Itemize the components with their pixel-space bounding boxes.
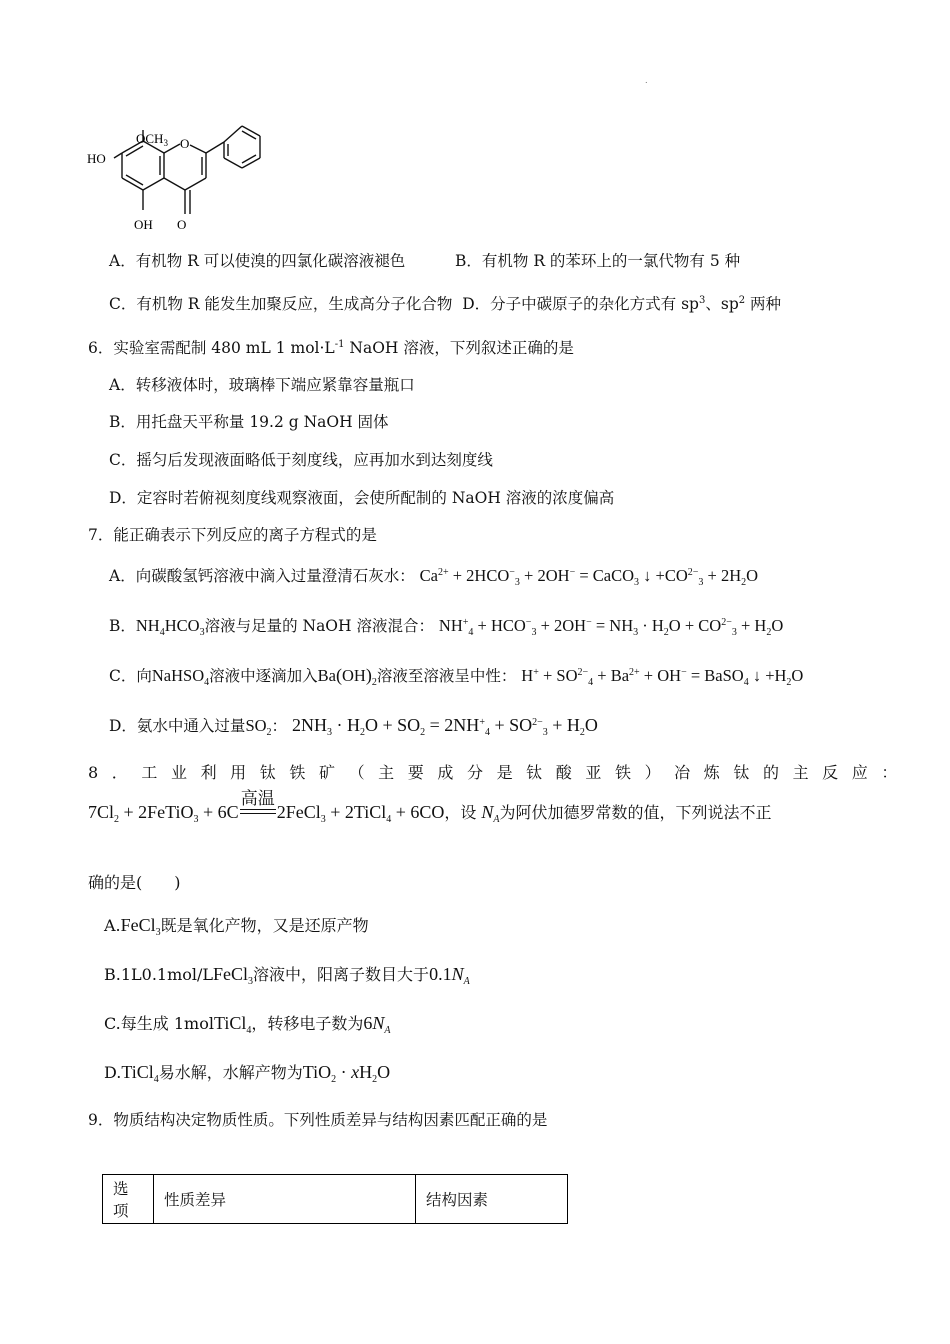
- q8-option-c: C.每生成 1molTiCl$_4$，转移电子数为$6N_A$: [104, 1013, 391, 1036]
- q9-table: [102, 1174, 568, 1224]
- q7-option-c: C．向NaHSO$_4$溶液中逐滴加入$Ba(OH)_2$溶液至溶液呈中性： $H^+ + SO^{2-}_4 + Ba^{2+} + OH^-$ = BaSO$_4$ ↓ $+H_2O$: [109, 665, 804, 688]
- q5-option-c: C．有机物 R 能发生加聚反应，生成高分子化合物 D．分子中碳原子的杂化方式有 $sp^3$、$sp^2$ 两种: [109, 295, 782, 313]
- q7-equation-b: $NH^+_4 + HCO^-_3 + 2OH^- = NH_3 \cdot H_2O + CO^{2-}_3 + H_2O$: [438, 616, 784, 638]
- q7-option-b: B．$NH_4HCO_3$溶液与足量的 NaOH 溶液混合： $NH^+_4 + HCO^-_3 + 2OH^- = NH_3 \cdot H_2O + CO^{2-}_3 + H_2O$: [109, 616, 784, 638]
- q7-equation-d: $2NH_3 \cdot H_2O + SO_2 = 2NH^+_4 + SO^{2-}_3 + H_2O$: [291, 715, 598, 738]
- q7-option-a: A．向碳酸氢钙溶液中滴入过量澄清石灰水： $Ca^{2+} + 2HCO^-_3 + 2OH^-$ = CaCO$_3$ ↓ $+CO^{2-}_3 + 2H_2O$: [109, 566, 759, 588]
- q5-option-b: B．有机物 R 的苯环上的一氯代物有 5 种: [455, 252, 741, 270]
- q8-option-b: B.1L0.1mol/LFeCl$_3$溶液中，阳离子数目大于$0.1N_A$: [104, 964, 470, 987]
- table-header-row: [103, 1175, 568, 1224]
- header-option: 选项: [103, 1175, 154, 1224]
- q7-option-d: D．氨水中通入过量$SO_2$： $2NH_3 \cdot H_2O + SO_2 = 2NH^+_4 + SO^{2-}_3 + H_2O$: [109, 715, 598, 738]
- q6-option-b: B．用托盘天平称量 19.2 g NaOH 固体: [109, 413, 389, 431]
- q6-option-d: D．定容时若俯视刻度线观察液面，会使所配制的 NaOH 溶液的浓度偏高: [109, 489, 615, 507]
- label-och3: $OCH_3$: [136, 131, 168, 148]
- label-oh: OH: [134, 217, 153, 232]
- q9-stem: 9．物质结构决定物质性质。下列性质差异与结构因素匹配正确的是: [88, 1111, 548, 1129]
- q6-stem: 6．实验室需配制 480 mL 1 $mol\cdot L^{-1}$ NaOH 溶液，下列叙述正确的是: [88, 339, 574, 357]
- q6-option-a: A．转移液体时，玻璃棒下端应紧靠容量瓶口: [109, 376, 415, 394]
- q7-equation-a: $Ca^{2+} + 2HCO^-_3 + 2OH^-$ = CaCO$_3$ ↓ $+CO^{2-}_3 + 2H_2O$: [419, 566, 759, 588]
- reaction-condition: 高温: [240, 789, 275, 809]
- label-carbonyl-o: O: [177, 217, 187, 232]
- q5-option-a: A．有机物 R 可以使溴的四氯化碳溶液褪色: [109, 252, 406, 270]
- header-structural-factor: 结构因素: [416, 1175, 568, 1224]
- q8-option-a: A.FeCl$_3$既是氧化产物，又是还原产物: [104, 915, 369, 938]
- q6-option-c: C．摇匀后发现液面略低于刻度线，应再加水到达刻度线: [109, 451, 493, 469]
- molecule-diagram: [84, 118, 274, 236]
- q8-stem-line1: 8．工业利用钛铁矿（主要成分是钛酸亚铁）冶炼钛的主反应：: [88, 763, 911, 782]
- q7-equation-c: $H^+ + SO^{2-}_4 + Ba^{2+} + OH^-$ = BaSO$_4$ ↓ $+H_2O$: [521, 666, 804, 688]
- q8-option-d: D.TiCl$_4$易水解，水解产物为$TiO_2 \cdot xH_2O$: [104, 1062, 391, 1085]
- q8-equation-line: $7Cl_2$ + 2FeTiO$_3$ + 6C 高温 2FeCl$_3$ + 2TiCl$_4$ + 6CO，设 $N_A$为阿伏加德罗常数的值，下列说法不正: [88, 800, 772, 825]
- page-mark: .: [645, 76, 648, 85]
- q8-stem-line3: 确的是( ): [88, 873, 181, 892]
- header-property-difference: 性质差异: [154, 1175, 416, 1224]
- q7-stem: 7．能正确表示下列反应的离子方程式的是: [88, 526, 377, 544]
- label-ho: HO: [87, 151, 106, 166]
- label-ring-o: O: [180, 136, 190, 151]
